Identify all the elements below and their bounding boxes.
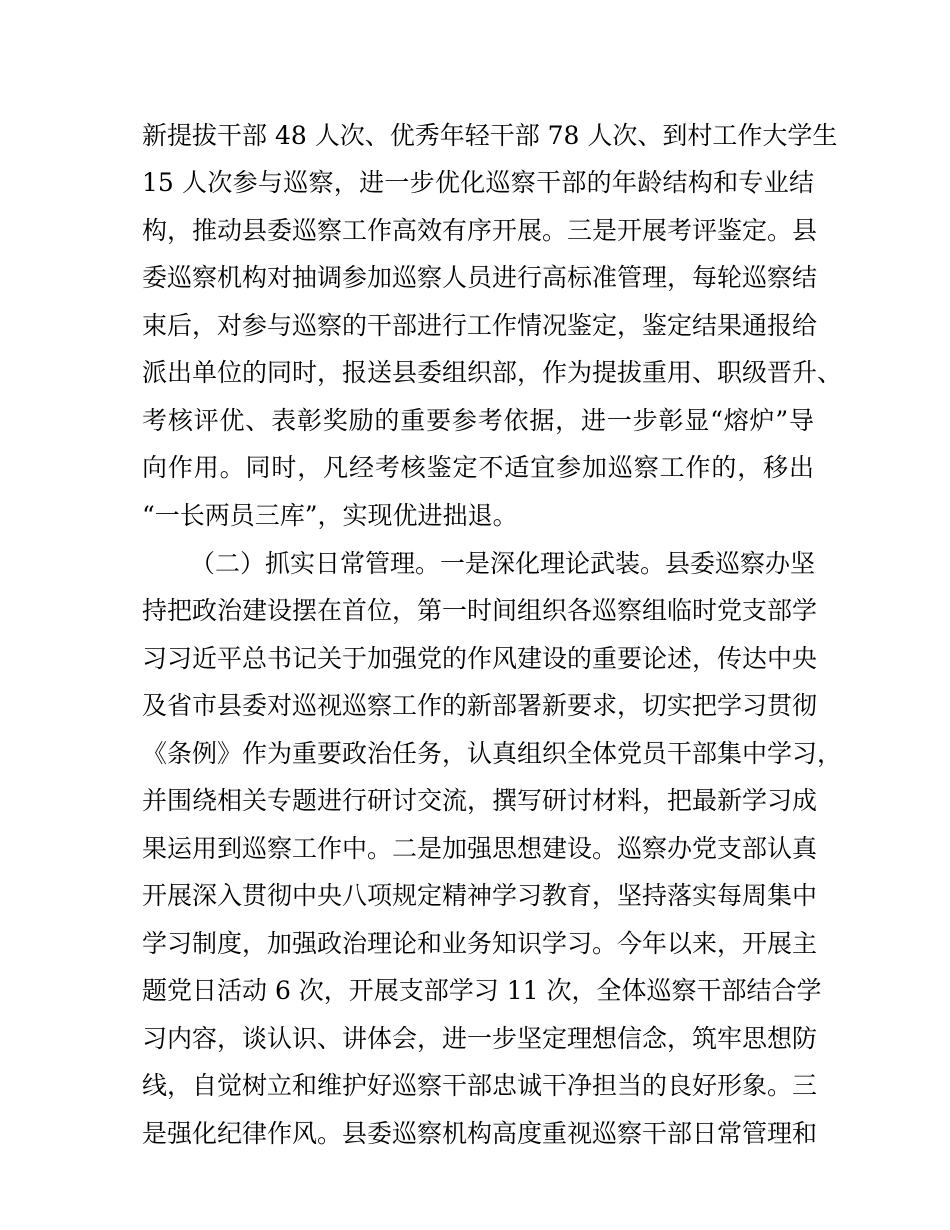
text-line: 学习制度，加强政治理论和业务知识学习。今年以来，开展主: [142, 929, 818, 958]
text-line: 习习近平总书记关于加强党的作风建设的重要论述，传达中央: [142, 644, 818, 673]
text-line: 题党日活动 6 次，开展支部学习 11 次，全体巡察干部结合学: [142, 976, 822, 1005]
text-line: 派出单位的同时，报送县委组织部，作为提拔重用、职级晋升、: [142, 358, 843, 387]
text-line: 委巡察机构对抽调参加巡察人员进行高标准管理，每轮巡察结: [142, 263, 818, 292]
text-line: 向作用。同时，凡经考核鉴定不适宜参加巡察工作的，移出: [142, 453, 814, 482]
text-line: 是强化纪律作风。县委巡察机构高度重视巡察干部日常管理和: [142, 1119, 818, 1148]
text-line: 《条例》作为重要政治任务，认真组织全体党员干部集中学习，: [142, 739, 843, 768]
text-line: 新提拔干部 48 人次、优秀年轻干部 78 人次、到村工作大学生: [142, 121, 838, 150]
text-line: 并围绕相关专题进行研讨交流，撰写研讨材料，把最新学习成: [142, 786, 818, 815]
text-line: 及省市县委对巡视巡察工作的新部署新要求，切实把学习贯彻: [142, 691, 818, 720]
text-line: 考核评优、表彰奖励的重要参考依据，进一步彰显“熔炉”导: [142, 406, 814, 435]
text-line: 持把政治建设摆在首位，第一时间组织各巡察组临时党支部学: [142, 596, 818, 625]
text-line: 构，推动县委巡察工作高效有序开展。三是开展考评鉴定。县: [142, 216, 818, 245]
text-line: 习内容，谈认识、讲体会，进一步坚定理想信念，筑牢思想防: [142, 1024, 818, 1053]
text-line: 线，自觉树立和维护好巡察干部忠诚干净担当的良好形象。三: [142, 1071, 818, 1100]
text-line: 束后，对参与巡察的干部进行工作情况鉴定，鉴定结果通报给: [142, 311, 818, 340]
text-line: “一长两员三库”，实现优进拙退。: [142, 501, 518, 530]
text-line: 15 人次参与巡察，进一步优化巡察干部的年龄结构和专业结: [142, 168, 814, 197]
text-line: （二）抓实日常管理。一是深化理论武装。县委巡察办坚: [190, 549, 816, 578]
text-line: 开展深入贯彻中央八项规定精神学习教育，坚持落实每周集中: [142, 881, 818, 910]
text-line: 果运用到巡察工作中。二是加强思想建设。巡察办党支部认真: [142, 834, 818, 863]
